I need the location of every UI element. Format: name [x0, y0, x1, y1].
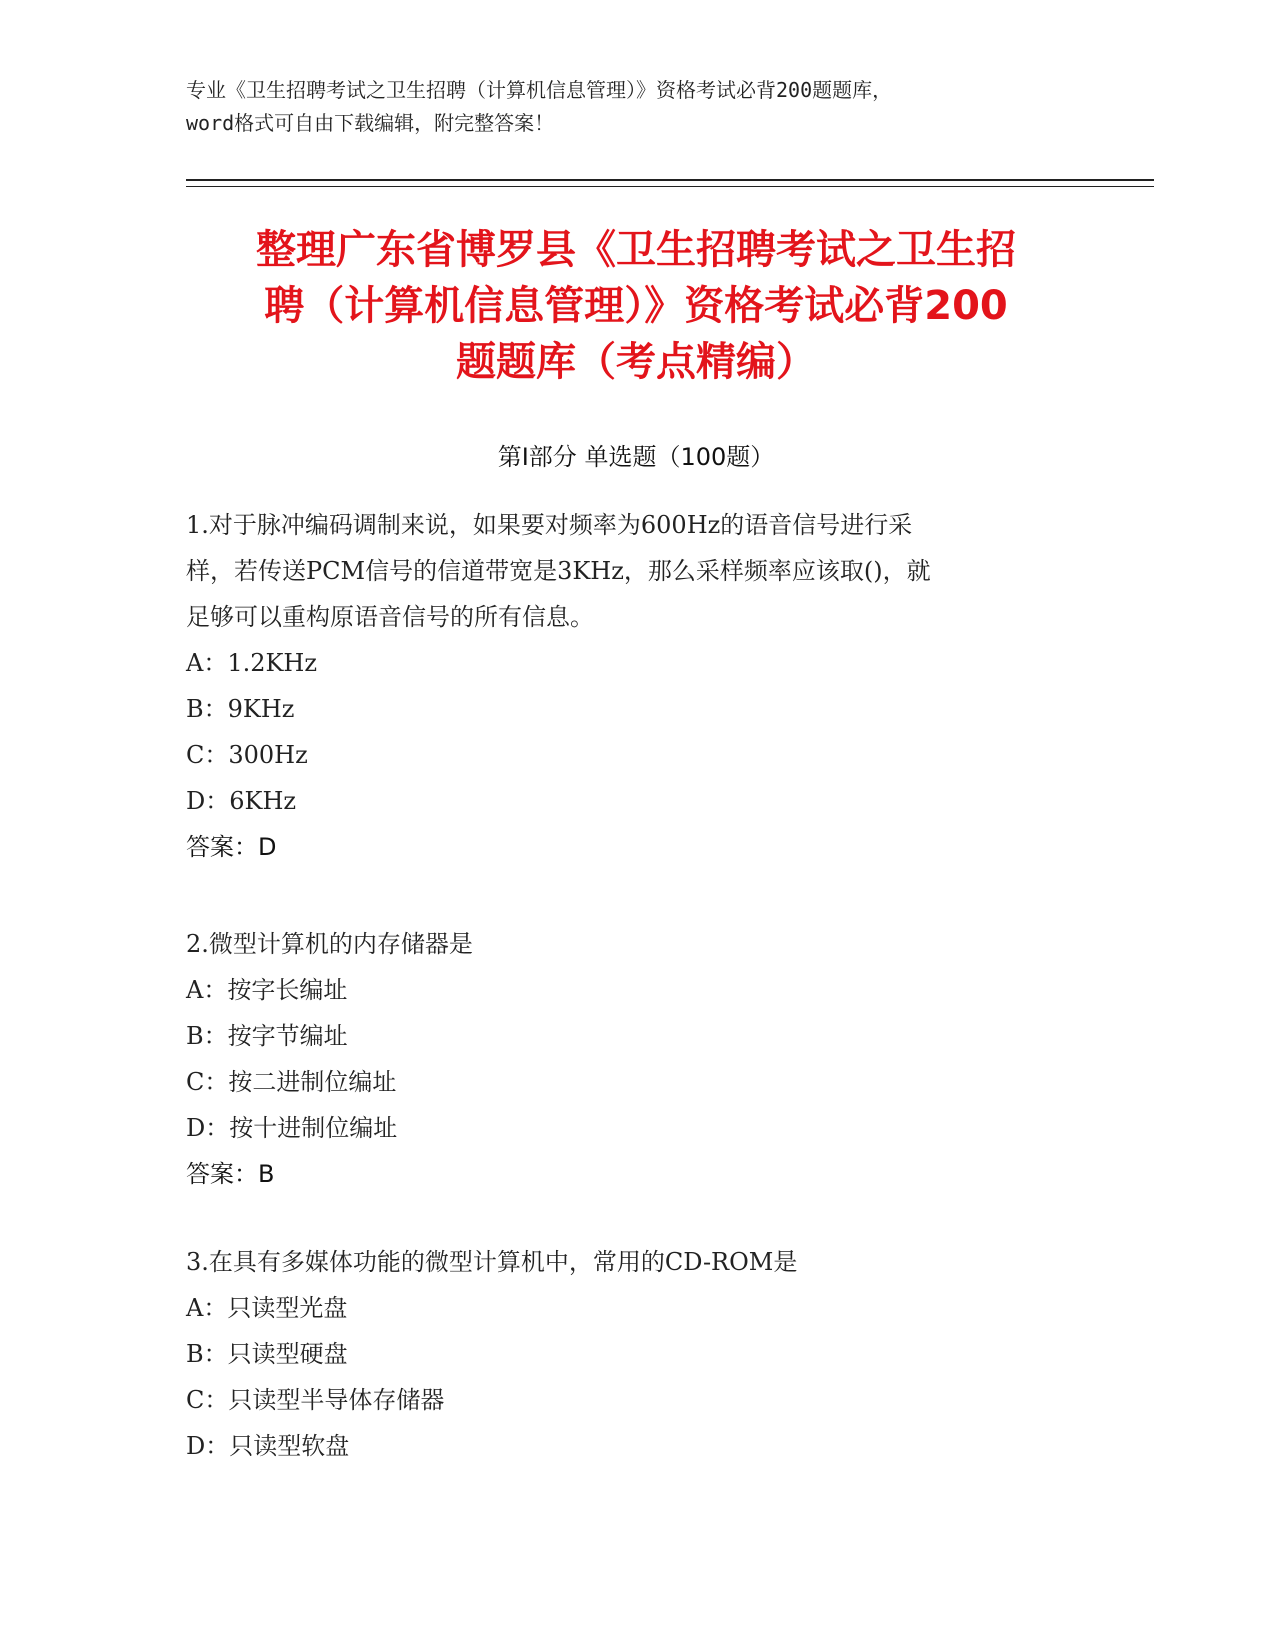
option-d: D：按十进制位编址 — [186, 1114, 398, 1142]
title-line-1: 整理广东省博罗县《卫生招聘考试之卫生招 — [256, 227, 1016, 273]
header-line-2: word格式可自由下载编辑，附完整答案！ — [186, 111, 555, 135]
option-c: C：只读型半导体存储器 — [186, 1386, 445, 1414]
header-line-1: 专业《卫生招聘考试之卫生招聘（计算机信息管理）》资格考试必背200题题库， — [186, 78, 893, 102]
option-d: D：只读型软盘 — [186, 1432, 350, 1460]
title-line-3: 题题库（考点精编） — [456, 339, 816, 385]
header-divider-thin — [186, 186, 1154, 187]
option-a: A：按字长编址 — [186, 976, 348, 1004]
document-header — [186, 74, 1086, 140]
question-text-line: 1.对于脉冲编码调制来说，如果要对频率为600Hz的语音信号进行采 — [186, 511, 913, 539]
option-b: B：按字节编址 — [186, 1022, 348, 1050]
document-title — [186, 222, 1086, 390]
option-b: B：只读型硬盘 — [186, 1340, 348, 1368]
option-c: C：300Hz — [186, 741, 308, 769]
option-d: D：6KHz — [186, 787, 297, 815]
option-c: C：按二进制位编址 — [186, 1068, 397, 1096]
option-a: A：1.2KHz — [186, 649, 318, 677]
header-divider-thick — [186, 179, 1154, 181]
question-text-line: 样，若传送PCM信号的信道带宽是3KHz，那么采样频率应该取()，就 — [186, 557, 931, 585]
question-3 — [186, 1239, 1086, 1469]
answer: 答案：D — [186, 833, 277, 861]
question-2 — [186, 921, 1086, 1197]
answer: 答案：B — [186, 1160, 275, 1188]
option-b: B：9KHz — [186, 695, 295, 723]
question-text-line: 3.在具有多媒体功能的微型计算机中，常用的CD-ROM是 — [186, 1248, 798, 1276]
section-heading: 第Ⅰ部分 单选题（100题） — [497, 443, 775, 471]
question-1 — [186, 502, 1086, 870]
question-text-line: 2.微型计算机的内存储器是 — [186, 930, 473, 958]
option-a: A：只读型光盘 — [186, 1294, 348, 1322]
title-line-2: 聘（计算机信息管理）》资格考试必背200 — [264, 283, 1008, 329]
question-text-line: 足够可以重构原语音信号的所有信息。 — [186, 603, 594, 631]
